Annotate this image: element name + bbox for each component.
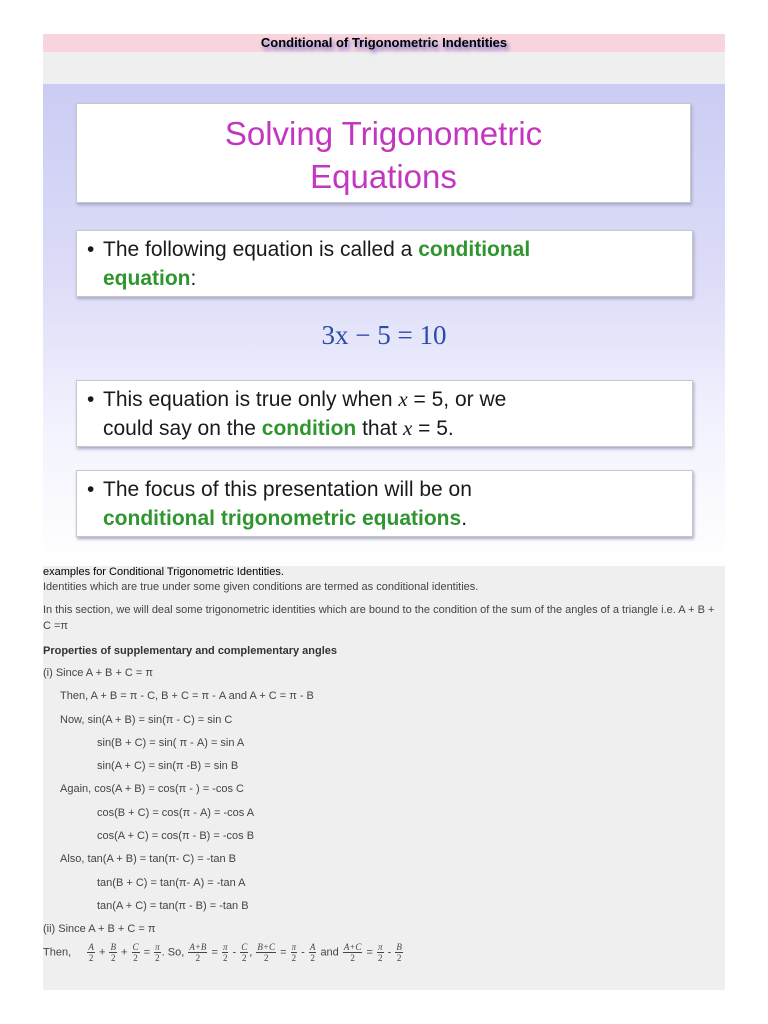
slide-bullet-box-2: • This equation is true only when x = 5, or we could say on the condition that x = 5. xyxy=(76,380,693,447)
term-conditional-trig: conditional trigonometric equations xyxy=(103,507,462,530)
section-subheading: Properties of supplementary and complementary angles xyxy=(43,645,338,657)
math-line: (ii) Since A + B + C = π xyxy=(43,923,156,935)
math-line: Now, sin(A + B) = sin(π - C) = sin C xyxy=(60,714,233,726)
math-line: Then, A + B = π - C, B + C = π - A and A + C = π - B xyxy=(60,690,314,702)
slide-equation: 3x − 5 = 10 xyxy=(321,320,447,350)
slide-heading-line1: Solving Trigonometric xyxy=(224,115,543,152)
slide-heading-line2: Equations xyxy=(310,158,457,195)
term-conditional: conditional xyxy=(418,238,531,261)
math-line: (i) Since A + B + C = π xyxy=(43,667,153,679)
bullet-icon: • xyxy=(87,478,95,501)
math-line: sin(B + C) = sin( π - A) = sin A xyxy=(97,737,245,749)
paragraph-intro: In this section, we will deal some trigonometric identities which are bound to the condition of the sum of the angles of a triangle i.e. A + B + C =π xyxy=(43,604,715,632)
slide-bullet-box-1: • The following equation is called a conditional equation: xyxy=(76,230,693,297)
slide-image xyxy=(43,84,725,566)
slide-bullet-box-3: • The focus of this presentation will be on conditional trigonometric equations. xyxy=(76,470,693,537)
term-condition: condition xyxy=(261,417,357,440)
math-line: Again, cos(A + B) = cos(π - ) = -cos C xyxy=(60,783,244,795)
document-page xyxy=(43,34,725,990)
slide-heading xyxy=(76,103,691,203)
bullet-icon: • xyxy=(87,238,95,261)
bullet-icon: • xyxy=(87,388,95,411)
term-equation: equation xyxy=(103,267,191,290)
math-line-fractions: Then, $\frac{A}{2}$ + $\frac{B}{2}$ + $\frac{C}{2}$ = $\frac{\pi}{2}$ . So, $\frac{A+B}{2}$ = $\frac{\pi}{2}$ - $\frac{C}{2}$ , $\frac{B+C}{2}$ = $\frac{\pi}{2}$ - $\frac{A}{2}$ and $\frac{A+C}{2}$ = $\frac{\pi}{2}$ - $\frac{B}{2}$ xyxy=(43,942,402,963)
math-line: tan(A + C) = tan(π - B) = -tan B xyxy=(97,900,249,912)
math-line: tan(B + C) = tan(π- A) = -tan A xyxy=(97,877,246,889)
math-line: Also, tan(A + B) = tan(π- C) = -tan B xyxy=(60,853,237,865)
paragraph-definition: Identities which are true under some given conditions are termed as conditional identities. xyxy=(43,581,479,593)
page-title: Conditional of Trigonometric Indentities xyxy=(43,34,725,52)
math-line: cos(A + C) = cos(π - B) = -cos B xyxy=(97,830,255,842)
math-line: cos(B + C) = cos(π - A) = -cos A xyxy=(97,807,255,819)
math-line: sin(A + C) = sin(π -B) = sin B xyxy=(97,760,239,772)
image-caption: examples for Conditional Trigonometric Identities. xyxy=(43,566,284,578)
